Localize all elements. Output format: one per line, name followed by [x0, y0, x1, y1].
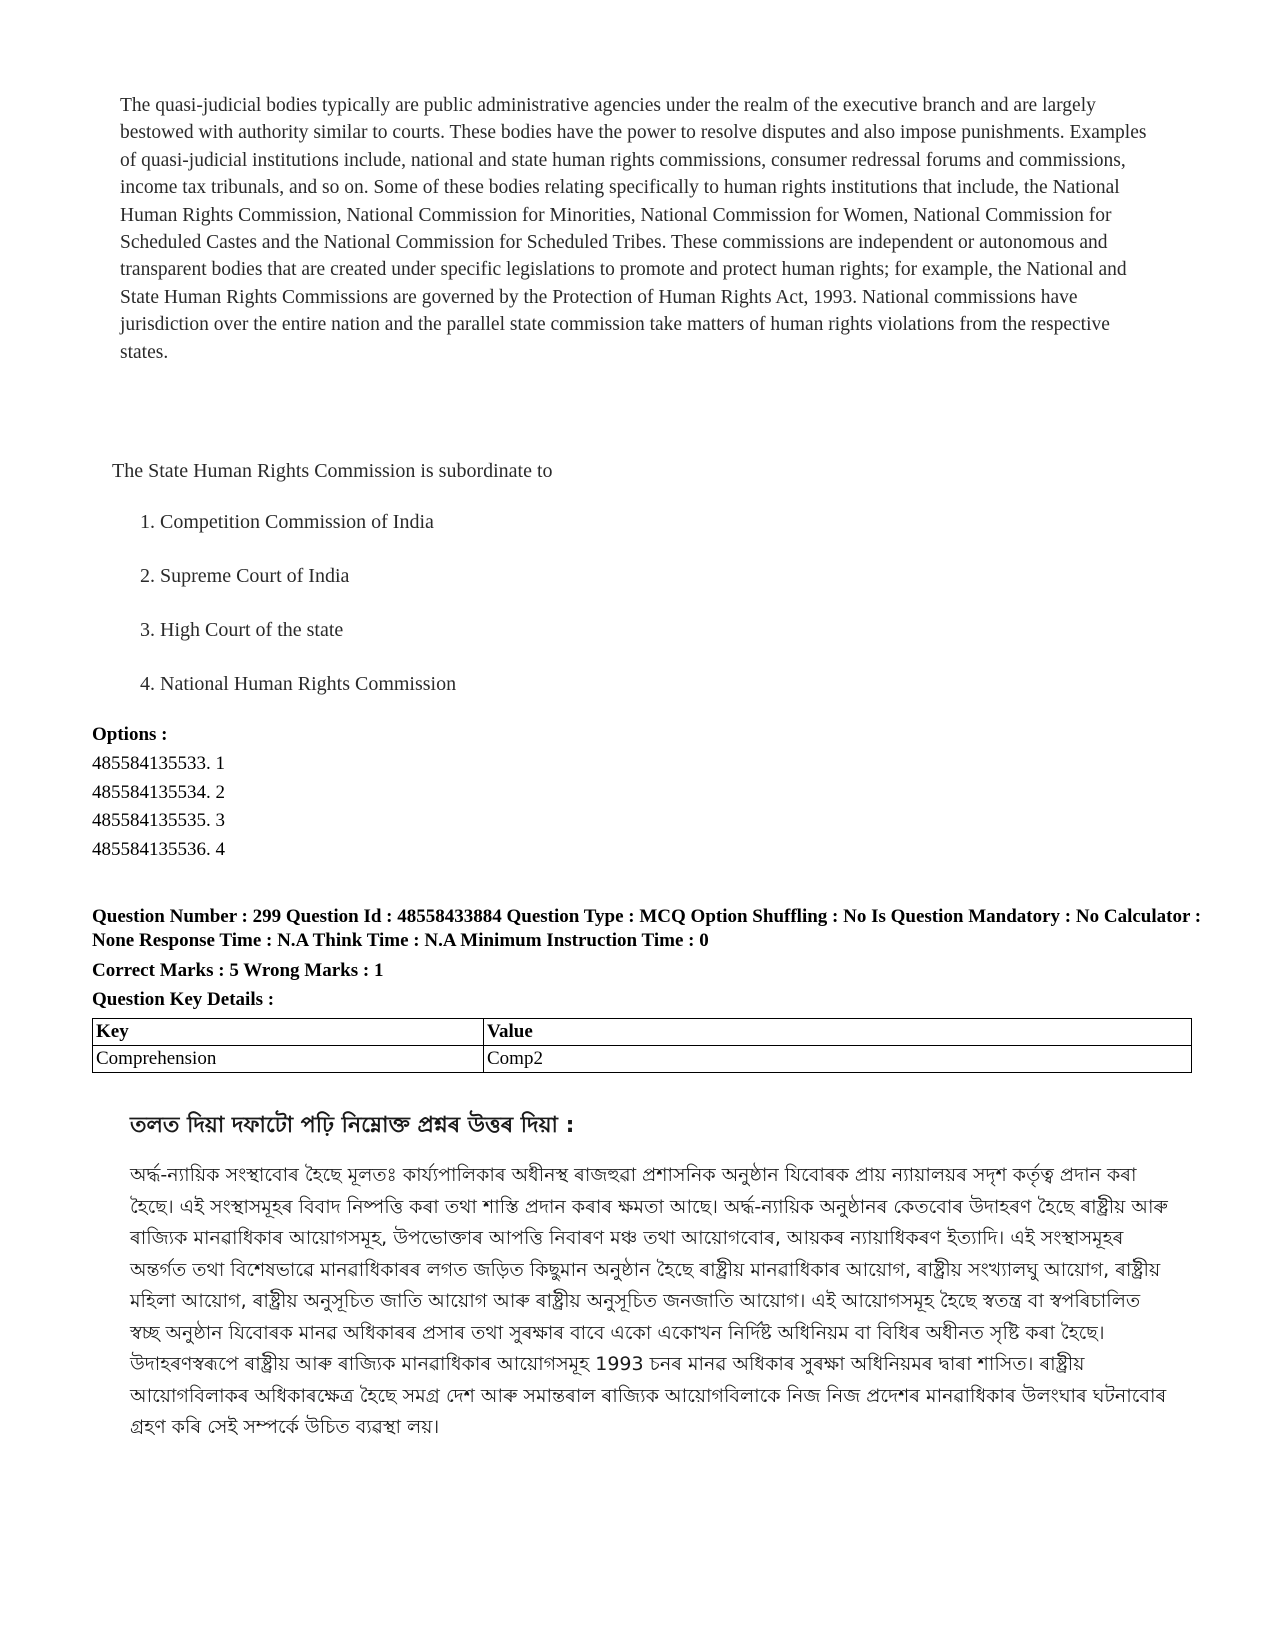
question-option: 4. National Human Rights Commission: [140, 673, 457, 695]
table-header-cell: Key: [93, 1019, 484, 1046]
table-header-row: [93, 1019, 1192, 1046]
question-option-list: [140, 510, 456, 726]
table-row: [93, 1046, 1192, 1073]
assamese-instruction-title: তলত দিয়া দফাটো পঢ়ি নিম্নোক্ত প্ৰশ্নৰ উত্তৰ দিয়া :: [130, 1113, 575, 1138]
question-option: 1. Competition Commission of India: [140, 511, 434, 533]
question-text: The State Human Rights Commission is subordinate to: [112, 460, 553, 482]
option-id: 485584135533. 1: [92, 753, 225, 774]
table-cell: Comprehension: [93, 1046, 484, 1073]
english-passage: The quasi-judicial bodies typically are public administrative agencies under the realm of the executive branch and are largely bestowed with authority similar to courts. These bodies have the power to resolve disputes and also impose punishments. Examples of quasi-judicial institutions include, national and state human rights commissions, consumer redressal forums and commissions, income tax tribunals, and so on. Some of these bodies relating specifically to human rights institutions that include, the National Human Rights Commission, National Commission for Minorities, National Commission for Women, National Commission for Scheduled Castes and the National Commission for Scheduled Tribes. These commissions are independent or autonomous and transparent bodies that are created under specific legislations to promote and protect human rights; for example, the National and State Human Rights Commissions are governed by the Protection of Human Rights Act, 1993. National commissions have jurisdiction over the entire nation and the parallel state commission take matters of human rights violations from the respective states.: [120, 95, 1147, 363]
option-id: 485584135535. 3: [92, 810, 225, 831]
option-id: 485584135536. 4: [92, 838, 225, 860]
question-option: 3. High Court of the state: [140, 619, 344, 641]
question-info: Question Number : 299 Question Id : 48558433884 Question Type : MCQ Option Shuffling : No Is Question Mandatory : No Calculator : None Response Time : N.A Think Time : N.A Minimum Instruction Time : 0: [92, 906, 1202, 951]
marks-info: Correct Marks : 5 Wrong Marks : 1: [92, 960, 384, 981]
table-header-cell: Value: [484, 1019, 1192, 1046]
option-id: 485584135534. 2: [92, 781, 225, 803]
question-option: 2. Supreme Court of India: [140, 565, 350, 587]
options-heading: Options :: [92, 724, 168, 745]
key-details-heading: Question Key Details :: [92, 989, 275, 1010]
assamese-passage: অৰ্দ্ধ-ন্যায়িক সংস্থাবোৰ হৈছে মূলতঃ কাৰ্য্যপালিকাৰ অধীনস্থ ৰাজহুৱা প্ৰশাসনিক অনুষ্ঠান যিবোৰক প্ৰায় ন্যায়ালয়ৰ সদৃশ কৰ্তৃত্ব প্ৰদান কৰা হৈছে। এই সংস্থাসমূহৰ বিবাদ নিষ্পত্তি কৰা তথা শাস্তি প্ৰদান কৰাৰ ক্ষমতা আছে। অৰ্দ্ধ-ন্যায়িক অনুষ্ঠানৰ কেতবোৰ উদাহৰণ হৈছে ৰাষ্ট্ৰীয় আৰু ৰাজ্যিক মানৱাধিকাৰ আয়োগসমূহ, উপভোক্তাৰ আপত্তি নিবাৰণ মঞ্চ তথা আয়োগবোৰ, আয়কৰ ন্যায়াধিকৰণ ইত্যাদি। এই সংস্থাসমূহৰ অন্তৰ্গত তথা বিশেষভাৱে মানৱাধিকাৰৰ লগত জড়িত কিছুমান অনুষ্ঠান হৈছে ৰাষ্ট্ৰীয় মানৱাধিকাৰ আয়োগ, ৰাষ্ট্ৰীয় সংখ্যালঘু আয়োগ, ৰাষ্ট্ৰীয় মহিলা আয়োগ, ৰাষ্ট্ৰীয় অনুসূচিত জাতি আয়োগ আৰু ৰাষ্ট্ৰীয় অনুসূচিত জনজাতি আয়োগ। এই আয়োগসমূহ হৈছে স্বতন্ত্ৰ বা স্বপৰিচালিত স্বচ্ছ অনুষ্ঠান যিবোৰক মানৱ অধিকাৰৰ প্ৰসাৰ তথা সুৰক্ষাৰ বাবে একো একোখন নিৰ্দিষ্ট অধিনিয়ম বা বিধিৰ অধীনত সৃষ্টি কৰা হৈছে। উদাহৰণস্বৰূপে ৰাষ্ট্ৰীয় আৰু ৰাজ্যিক মানৱাধিকাৰ আয়োগসমূহ 1993 চনৰ মানৱ অধিকাৰ সুৰক্ষা অধিনিয়মৰ দ্বাৰা শাসিত। ৰাষ্ট্ৰীয় আয়োগবিলাকৰ অধিকাৰক্ষেত্ৰ হৈছে সমগ্ৰ দেশ আৰু সমান্তৰাল ৰাজ্যিক আয়োগবিলাকে নিজ নিজ প্ৰদেশৰ মানৱাধিকাৰ উলংঘাৰ ঘটনাবোৰ গ্ৰহণ কৰি সেই সম্পৰ্কে উচিত ব্যৱস্থা লয়।: [130, 1164, 1168, 1438]
table-cell: Comp2: [484, 1046, 1192, 1073]
option-id-list: [92, 752, 225, 866]
key-details-table: [92, 1018, 1192, 1073]
